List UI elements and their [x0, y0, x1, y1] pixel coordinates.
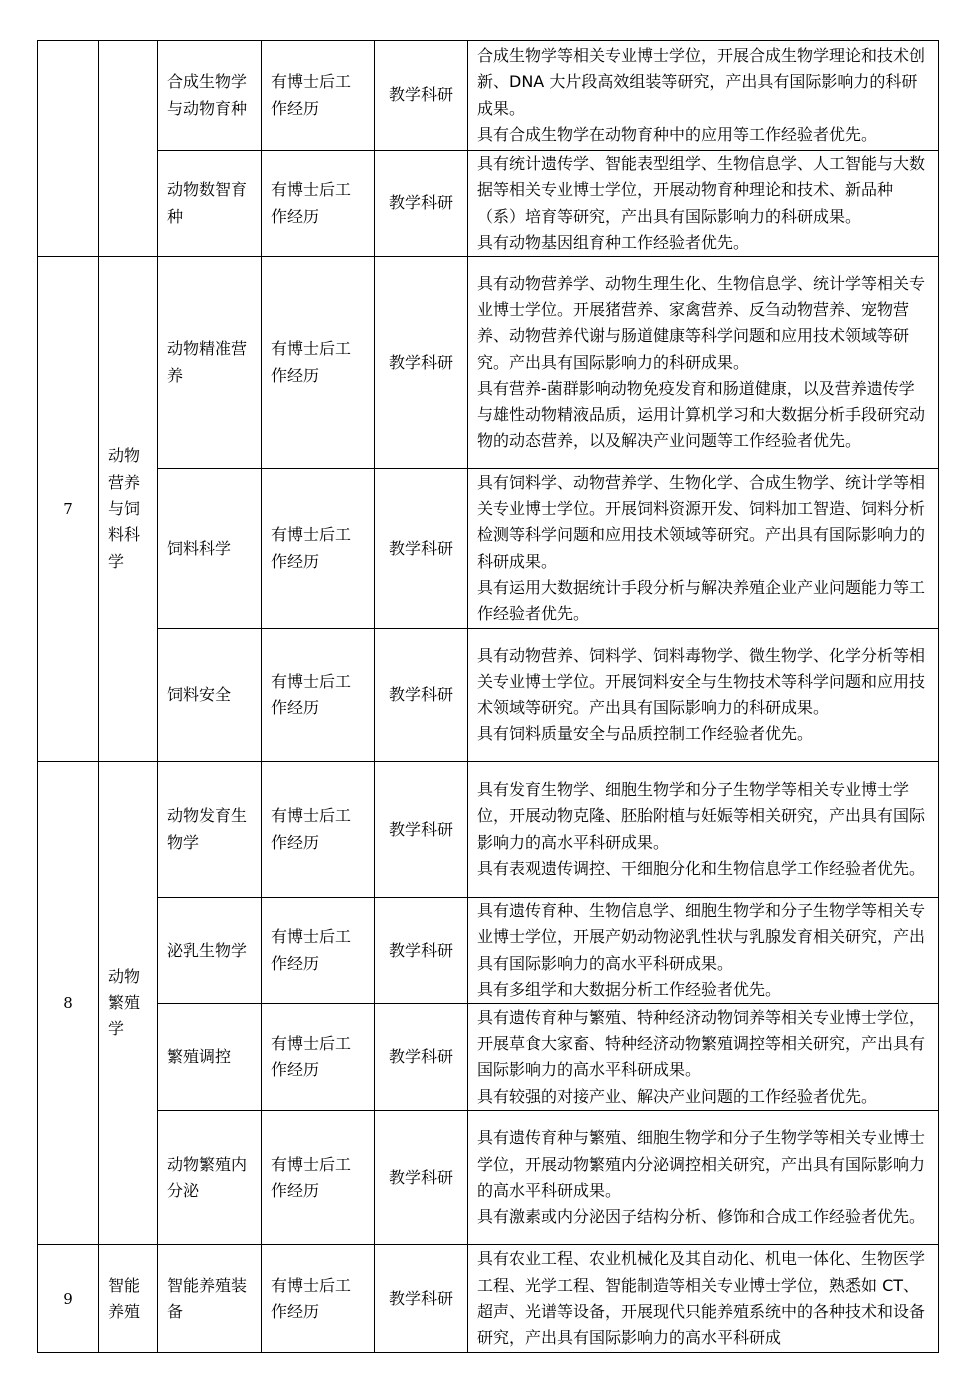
position-type: 教学科研: [375, 151, 468, 257]
requirement-text: 合成生物学等相关专业博士学位，开展合成生物学理论和技术创新、DNA 大片段高效组装等研究，产出具有国际影响力的科研成果。: [477, 45, 926, 118]
table-row: [38, 1245, 939, 1353]
requirements-cell: [468, 469, 939, 629]
experience-requirement: 有博士后工作经历: [262, 1111, 375, 1245]
requirement-text: 具有农业工程、农业机械化及其自动化、机电一体化、生物医学工程、光学工程、智能制造等相关专业博士学位，熟悉如 CT、超声、光谱等设备，开展现代只能养殖系统中的各种技术和设备研究，产出具有国际影响力的高水平科研成: [477, 1249, 926, 1348]
table-row: [38, 1004, 939, 1111]
preference-text: 具有运用大数据统计手段分析与解决养殖企业产业问题能力等工作经验者优先。: [477, 577, 926, 624]
requirement-text: 具有遗传育种与繁殖、细胞生物学和分子生物学等相关专业博士学位，开展动物繁殖内分泌调控相关研究，产出具有国际影响力的高水平科研成果。: [477, 1128, 926, 1200]
preference-text: 具有表观遗传调控、干细胞分化和生物信息学工作经验者优先。: [477, 858, 926, 878]
position-type: 教学科研: [375, 257, 468, 469]
recruitment-table: [37, 40, 939, 1353]
experience-requirement: 有博士后工作经历: [262, 762, 375, 898]
research-direction: 动物精准营养: [158, 257, 262, 469]
requirement-text: 具有遗传育种、生物信息学、细胞生物学和分子生物学等相关专业博士学位，开展产奶动物泌乳性状与乳腺发育相关研究，产出具有国际影响力的高水平科研成果。: [477, 901, 926, 973]
row-number: [38, 41, 99, 257]
requirements-cell: [468, 898, 939, 1004]
requirement-text: 具有动物营养、饲料学、饲料毒物学、微生物学、化学分析等相关专业博士学位。开展饲料安全与生物技术等科学问题和应用技术领域等研究。产出具有国际影响力的科研成果。: [477, 645, 926, 718]
requirements-cell: [468, 151, 939, 257]
requirements-cell: [468, 1245, 939, 1353]
position-type: 教学科研: [375, 629, 468, 762]
experience-requirement: 有博士后工作经历: [262, 257, 375, 469]
table-row: [38, 151, 939, 257]
requirements-cell: [468, 762, 939, 898]
experience-requirement: 有博士后工作经历: [262, 629, 375, 762]
experience-requirement: 有博士后工作经历: [262, 1004, 375, 1111]
row-number: 7: [38, 257, 99, 762]
experience-requirement: 有博士后工作经历: [262, 41, 375, 151]
requirement-text: 具有动物营养学、动物生理生化、生物信息学、统计学等相关专业博士学位。开展猪营养、家禽营养、反刍动物营养、宠物营养、动物营养代谢与肠道健康等科学问题和应用技术领域等研究。产出具有国际影响力的科研成果。: [477, 273, 926, 372]
table-row: [38, 762, 939, 898]
preference-text: 具有饲料质量安全与品质控制工作经验者优先。: [477, 724, 814, 744]
table-row: [38, 898, 939, 1004]
research-direction: 合成生物学与动物育种: [158, 41, 262, 151]
research-direction: 饲料安全: [158, 629, 262, 762]
position-type: 教学科研: [375, 762, 468, 898]
experience-requirement: 有博士后工作经历: [262, 1245, 375, 1353]
table-row: [38, 257, 939, 469]
subject-cell: [99, 41, 158, 257]
research-direction: 繁殖调控: [158, 1004, 262, 1111]
preference-text: 具有较强的对接产业、解决产业问题的工作经验者优先。: [477, 1086, 878, 1106]
position-type: 教学科研: [375, 1004, 468, 1111]
research-direction: 动物繁殖内分泌: [158, 1111, 262, 1245]
requirements-cell: [468, 1004, 939, 1111]
position-type: 教学科研: [375, 469, 468, 629]
preference-text: 具有营养-菌群影响动物免疫发育和肠道健康，以及营养遗传学与雄性动物精液品质，运用计算机学习和大数据分析手段研究动物的动态营养，以及解决产业问题等工作经验者优先。: [477, 378, 926, 451]
position-type: 教学科研: [375, 898, 468, 1004]
position-type: 教学科研: [375, 41, 468, 151]
requirements-cell: [468, 629, 939, 762]
requirement-text: 具有遗传育种与繁殖、特种经济动物饲养等相关专业博士学位，开展草食大家畜、特种经济动物繁殖调控等相关研究，产出具有国际影响力的高水平科研成果。: [477, 1007, 926, 1080]
position-type: 教学科研: [375, 1111, 468, 1245]
research-direction: 动物数智育种: [158, 151, 262, 257]
research-direction: 饲料科学: [158, 469, 262, 629]
requirement-text: 具有统计遗传学、智能表型组学、生物信息学、人工智能与大数据等相关专业博士学位，开展动物育种理论和技术、新品种（系）培育等研究，产出具有国际影响力的科研成果。: [477, 154, 926, 226]
row-number: 9: [38, 1245, 99, 1353]
research-direction: 动物发育生物学: [158, 762, 262, 898]
position-type: 教学科研: [375, 1245, 468, 1353]
requirement-text: 具有饲料学、动物营养学、生物化学、合成生物学、统计学等相关专业博士学位。开展饲料资源开发、饲料加工智造、饲料分析检测等科学问题和应用技术领域等研究。产出具有国际影响力的科研成果。: [477, 472, 926, 571]
table-row: [38, 629, 939, 762]
subject-cell: 动物繁殖学: [99, 762, 158, 1245]
research-direction: 智能养殖装备: [158, 1245, 262, 1353]
subject-cell: 动物营养与饲料科学: [99, 257, 158, 762]
preference-text: 具有激素或内分泌因子结构分析、修饰和合成工作经验者优先。: [477, 1207, 926, 1227]
requirement-text: 具有发育生物学、细胞生物学和分子生物学等相关专业博士学位，开展动物克隆、胚胎附植与妊娠等相关研究，产出具有国际影响力的高水平科研成果。: [477, 780, 926, 852]
preference-text: 具有合成生物学在动物育种中的应用等工作经验者优先。: [477, 124, 878, 144]
row-number: 8: [38, 762, 99, 1245]
research-direction: 泌乳生物学: [158, 898, 262, 1004]
preference-text: 具有动物基因组育种工作经验者优先。: [477, 232, 750, 252]
requirements-cell: [468, 1111, 939, 1245]
table-row: [38, 41, 939, 151]
table-row: [38, 1111, 939, 1245]
requirements-cell: [468, 257, 939, 469]
preference-text: 具有多组学和大数据分析工作经验者优先。: [477, 980, 782, 1000]
experience-requirement: 有博士后工作经历: [262, 898, 375, 1004]
experience-requirement: 有博士后工作经历: [262, 469, 375, 629]
table-row: [38, 469, 939, 629]
subject-cell: 智能养殖: [99, 1245, 158, 1353]
experience-requirement: 有博士后工作经历: [262, 151, 375, 257]
requirements-cell: [468, 41, 939, 151]
